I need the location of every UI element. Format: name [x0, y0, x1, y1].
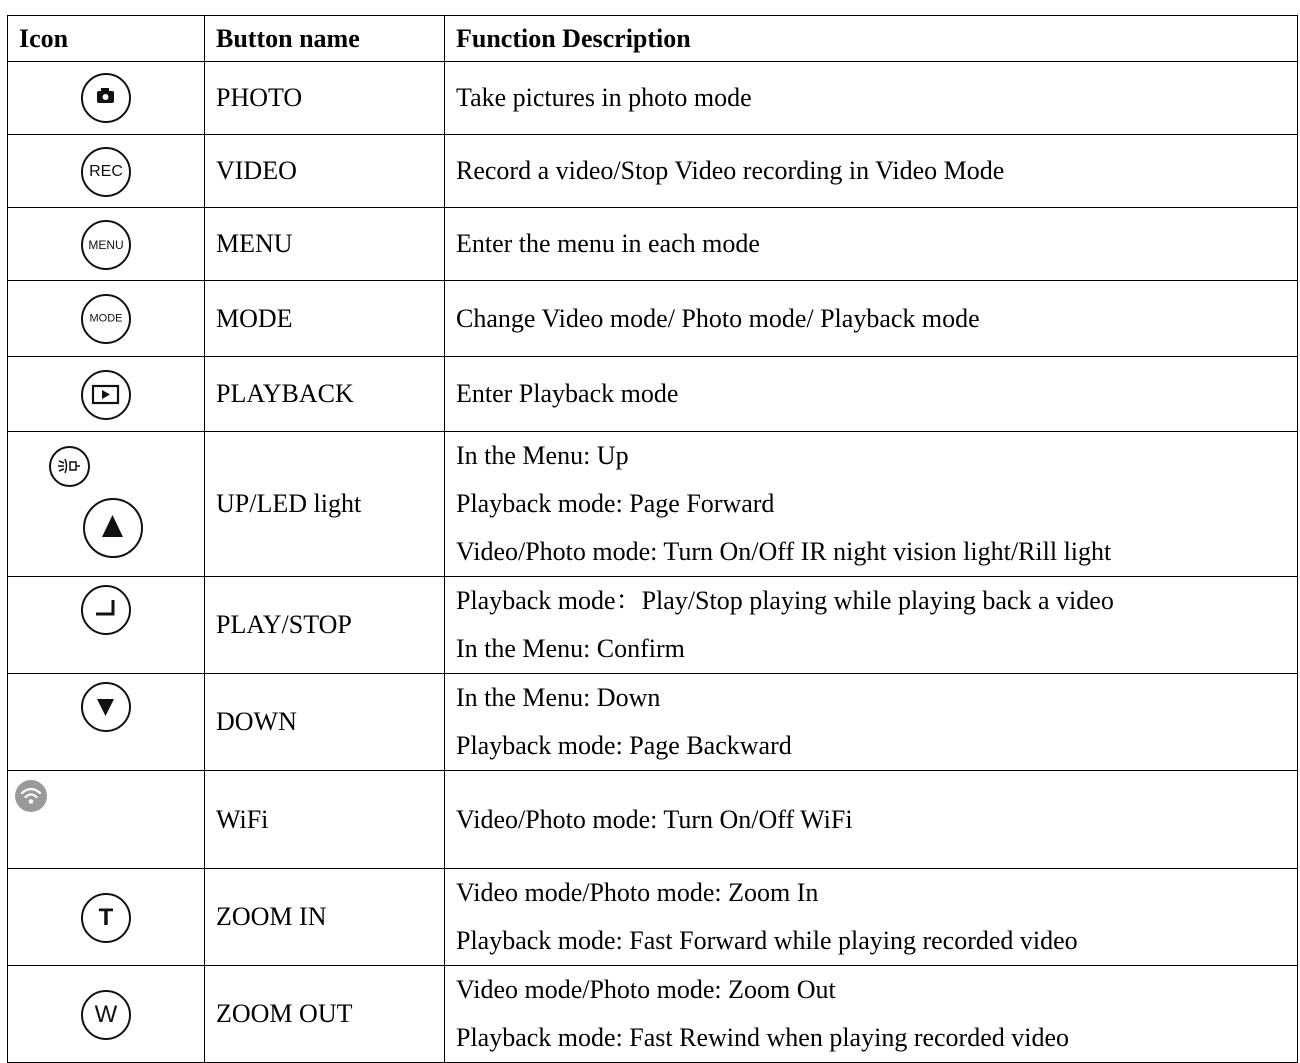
table-row	[8, 281, 1298, 357]
zoom-in-icon: T	[81, 893, 131, 943]
icon-cell	[8, 281, 205, 357]
description-line: Playback mode: Page Backward	[456, 731, 792, 760]
mode-icon: MODE	[81, 294, 131, 344]
button-name: VIDEO	[205, 135, 445, 208]
description-line: Video/Photo mode: Turn On/Off WiFi	[456, 804, 853, 834]
button-name: PLAYBACK	[205, 357, 445, 432]
description-line: Video mode/Photo mode: Zoom In	[456, 878, 819, 907]
icon-cell	[8, 135, 205, 208]
description-line: Video/Photo mode: Turn On/Off IR night vision light/Rill light	[456, 537, 1112, 566]
rec-icon: REC	[81, 147, 131, 197]
button-name: DOWN	[205, 674, 445, 771]
button-name: MENU	[205, 208, 445, 281]
table-row	[8, 577, 1298, 674]
table-row	[8, 771, 1298, 869]
table-row	[8, 432, 1298, 577]
table-row	[8, 357, 1298, 432]
function-description	[445, 281, 1298, 357]
function-description	[445, 135, 1298, 208]
button-name: MODE	[205, 281, 445, 357]
description-line: Enter the menu in each mode	[456, 229, 760, 258]
led-light-icon	[49, 446, 90, 487]
header-function-description: Function Description	[445, 16, 1298, 62]
button-name: PLAY/STOP	[205, 577, 445, 674]
camera-icon	[81, 73, 131, 123]
table-row	[8, 674, 1298, 771]
down-arrow-icon	[81, 682, 131, 732]
function-description	[445, 966, 1298, 1063]
icon-cell	[8, 62, 205, 135]
description-line: Record a video/Stop Video recording in Video Mode	[456, 156, 1005, 185]
icon-cell	[8, 674, 205, 771]
description-line: Video mode/Photo mode: Zoom Out	[456, 975, 836, 1004]
function-description	[445, 208, 1298, 281]
description-line: Enter Playback mode	[456, 379, 679, 408]
icon-cell	[8, 771, 205, 869]
function-description	[445, 771, 1298, 869]
description-line: Playback mode: Fast Rewind when playing recorded video	[456, 1023, 1070, 1052]
function-description	[445, 432, 1298, 577]
table-header-row	[8, 16, 1298, 62]
description-line: Playback mode: Fast Forward while playing recorded video	[456, 926, 1078, 955]
button-name: ZOOM IN	[205, 869, 445, 966]
header-icon: Icon	[8, 16, 205, 62]
icon-cell	[8, 966, 205, 1063]
table-row	[8, 208, 1298, 281]
table-row	[8, 62, 1298, 135]
up-arrow-icon	[83, 498, 143, 558]
description-line: In the Menu: Down	[456, 683, 661, 712]
description-line: Take pictures in photo mode	[456, 83, 752, 112]
header-button-name: Button name	[205, 16, 445, 62]
table-row	[8, 966, 1298, 1063]
function-description	[445, 674, 1298, 771]
button-name: UP/LED light	[205, 432, 445, 577]
button-function-table	[7, 15, 1298, 1063]
function-description	[445, 357, 1298, 432]
description-line: Playback mode: Page Forward	[456, 489, 775, 518]
description-line: In the Menu: Up	[456, 441, 629, 470]
wifi-icon	[15, 780, 47, 812]
table-row	[8, 135, 1298, 208]
function-description	[445, 869, 1298, 966]
icon-cell	[8, 869, 205, 966]
description-line: Change Video mode/ Photo mode/ Playback mode	[456, 303, 980, 333]
button-name: PHOTO	[205, 62, 445, 135]
description-line: Playback mode：Play/Stop playing while playing back a video	[456, 586, 1114, 615]
button-name: ZOOM OUT	[205, 966, 445, 1063]
zoom-out-icon: W	[81, 990, 131, 1040]
enter-icon	[81, 585, 131, 635]
icon-cell	[8, 208, 205, 281]
function-description	[445, 62, 1298, 135]
menu-icon: MENU	[81, 220, 131, 270]
icon-cell	[8, 577, 205, 674]
icon-cell	[8, 432, 205, 577]
function-description	[445, 577, 1298, 674]
table-row	[8, 869, 1298, 966]
playback-icon	[81, 370, 131, 420]
description-line: In the Menu: Confirm	[456, 634, 685, 663]
icon-cell	[8, 357, 205, 432]
button-name: WiFi	[205, 771, 445, 869]
